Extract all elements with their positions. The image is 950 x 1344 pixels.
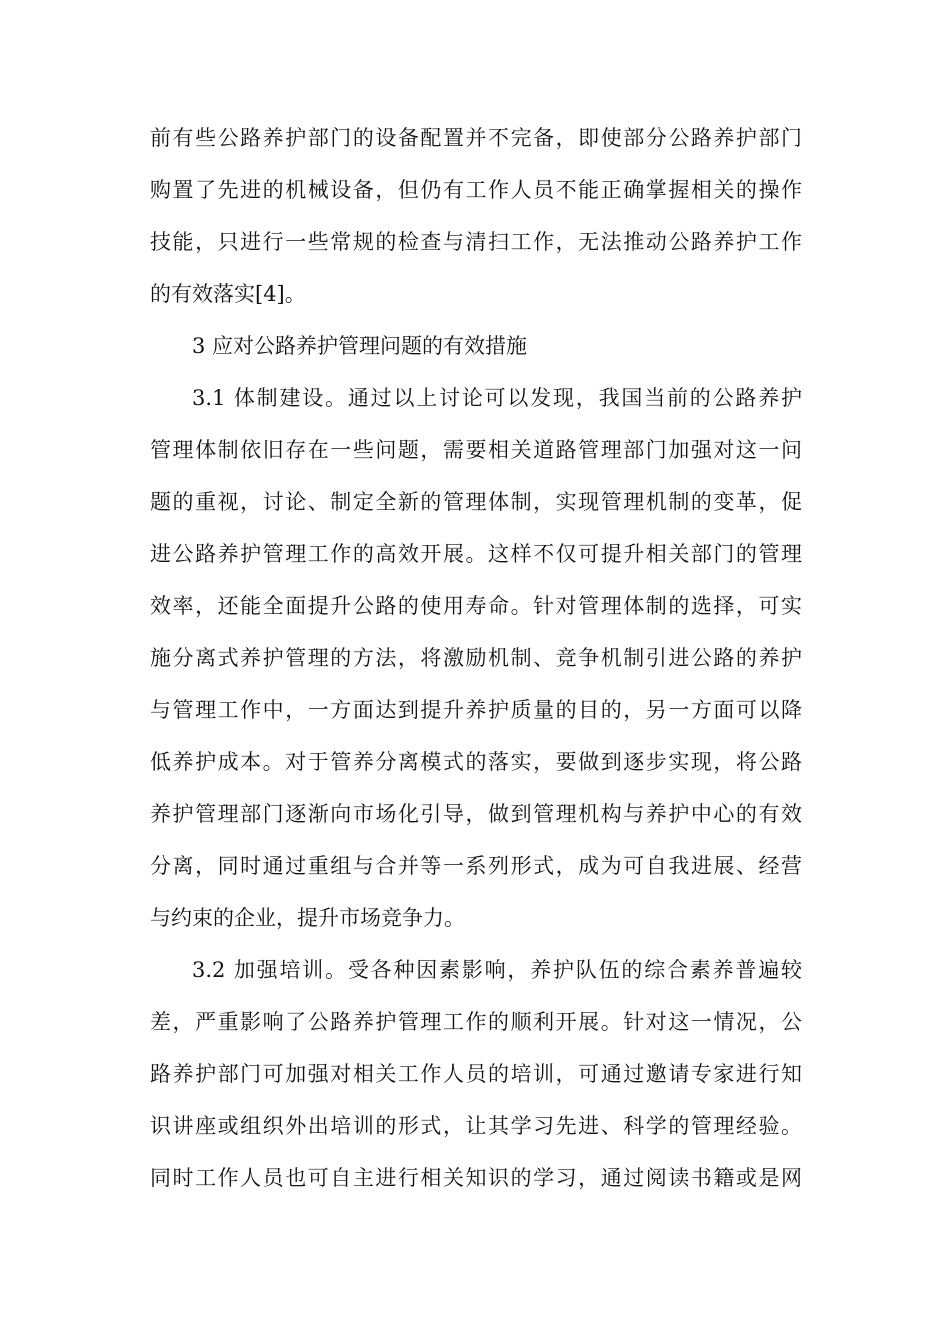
- text-line: 差，严重影响了公路养护管理工作的顺利开展。针对这一情况，公: [150, 1010, 802, 1034]
- text-line: 3.2 加强培训。受各种因素影响，养护队伍的综合素养普遍较: [192, 958, 802, 982]
- text-line: 效率，还能全面提升公路的使用寿命。针对管理体制的选择，可实: [150, 594, 802, 618]
- text-line: 分离，同时通过重组与合并等一系列形式，成为可自我进展、经营: [150, 854, 802, 878]
- text-line: 与管理工作中，一方面达到提升养护质量的目的，另一方面可以降: [150, 698, 802, 722]
- text-line: 的有效落实[4]。: [150, 282, 306, 306]
- text-line: 进公路养护管理工作的高效开展。这样不仅可提升相关部门的管理: [150, 542, 802, 566]
- text-line: 管理体制依旧存在一些问题，需要相关道路管理部门加强对这一问: [150, 438, 802, 462]
- text-line: 养护管理部门逐渐向市场化引导，做到管理机构与养护中心的有效: [150, 802, 802, 826]
- text-line: 前有些公路养护部门的设备配置并不完备，即使部分公路养护部门: [150, 126, 802, 150]
- text-line: 购置了先进的机械设备，但仍有工作人员不能正确掌握相关的操作: [150, 178, 802, 202]
- text-line: 技能，只进行一些常规的检查与清扫工作，无法推动公路养护工作: [150, 230, 802, 254]
- text-line: 低养护成本。对于管养分离模式的落实，要做到逐步实现，将公路: [150, 750, 802, 774]
- text-line: 施分离式养护管理的方法，将激励机制、竞争机制引进公路的养护: [150, 646, 802, 670]
- text-line: 与约束的企业，提升市场竞争力。: [150, 906, 465, 930]
- text-line: 路养护部门可加强对相关工作人员的培训，可通过邀请专家进行知: [150, 1062, 802, 1086]
- text-line: 同时工作人员也可自主进行相关知识的学习，通过阅读书籍或是网: [150, 1166, 802, 1190]
- body-text: [150, 112, 802, 1204]
- text-line: 3.1 体制建设。通过以上讨论可以发现，我国当前的公路养护: [192, 386, 802, 410]
- section-heading: 3 应对公路养护管理问题的有效措施: [192, 334, 528, 358]
- text-line: 识讲座或组织外出培训的形式，让其学习先进、科学的管理经验。: [150, 1114, 802, 1138]
- text-line: 题的重视，讨论、制定全新的管理体制，实现管理机制的变革，促: [150, 490, 802, 514]
